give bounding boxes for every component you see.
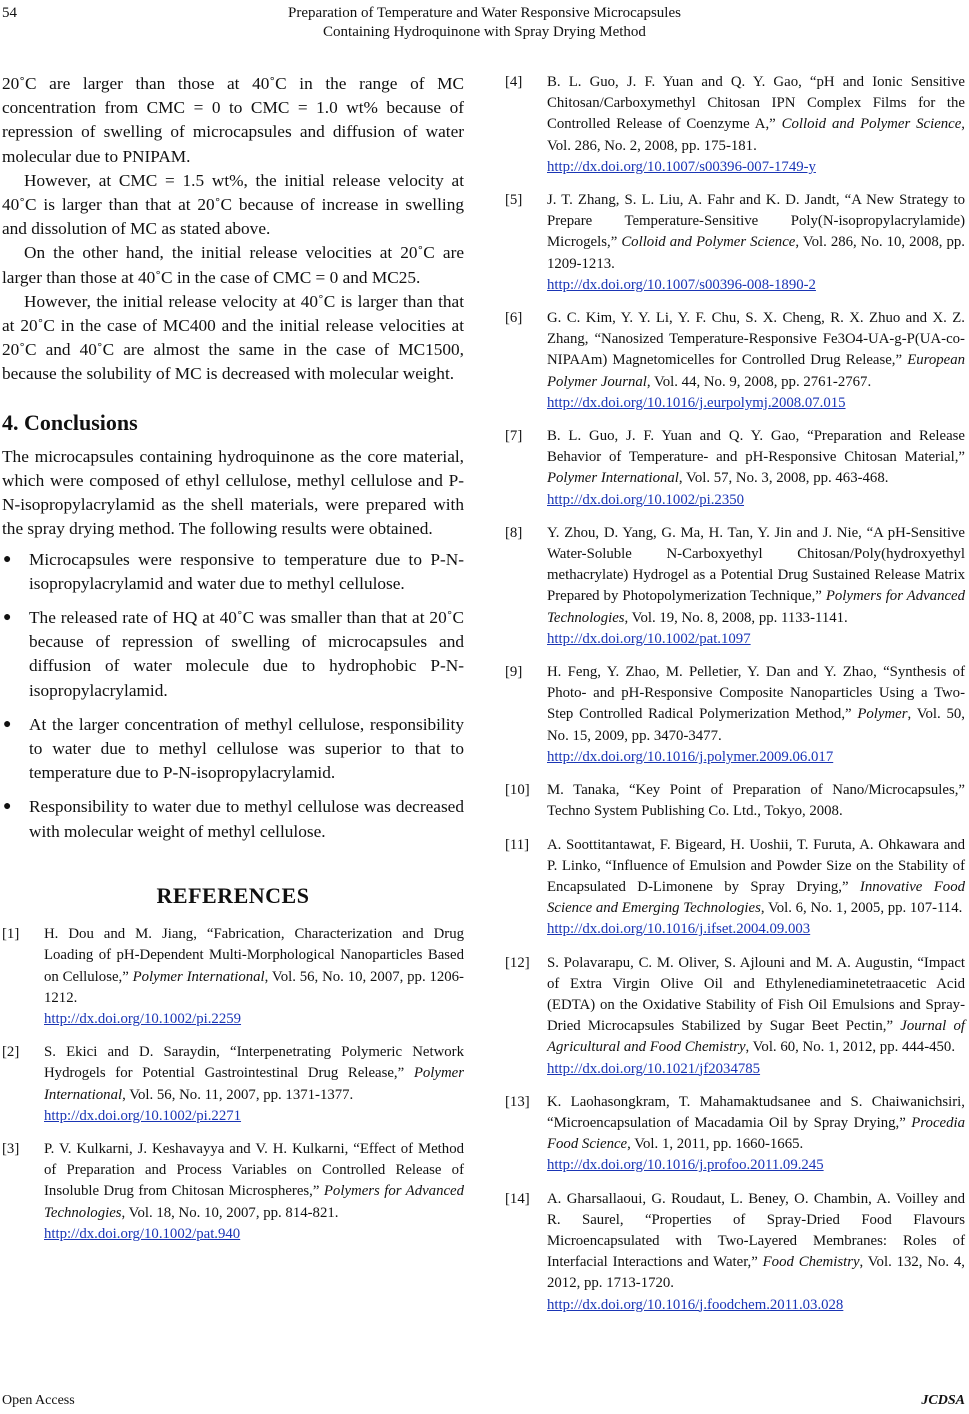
reference-details: , Vol. 18, No. 10, 2007, pp. 814-821. [121, 1204, 339, 1221]
list-item: ● Microcapsules were responsive to temperature due to P-N-isopropylacrylamid and water due to methyl cellulose. [3, 549, 464, 593]
reference-text: Y. Zhou, D. Yang, G. Ma, H. Tan, Y. Jin and J. Nie, “A pH-Sensitive Water-Soluble N-Carboxyethyl Chitosan/Poly(hydroxyethyl methacrylate) Hydrogel as a Potential Drug Sustained Release Matrix Prepared by Photopolymerization Technique,” [547, 524, 965, 605]
reference-link[interactable]: http://dx.doi.org/10.1007/s00396-008-1890-2 [547, 276, 816, 293]
reference-number: [8] [505, 524, 523, 541]
reference-number: [14] [505, 1190, 530, 1207]
bullet-icon: ● [3, 551, 12, 567]
reference-link[interactable]: http://dx.doi.org/10.1002/pi.2350 [547, 491, 745, 508]
reference-number: [12] [505, 954, 530, 971]
references-heading: REFERENCES [156, 882, 310, 908]
bullet-icon: ● [3, 799, 12, 815]
reference-link[interactable]: http://dx.doi.org/10.1002/pat.1097 [547, 630, 751, 647]
reference-item [2, 1042, 464, 1127]
reference-details: , Vol. 1, 2011, pp. 1660-1665. [627, 1136, 804, 1153]
reference-journal: Polymers for Advanced Technologies [44, 1183, 465, 1221]
list-item: ● The released rate of HQ at 40˚C was smaller than that at 20˚C because of repression of swelling of microcapsules and diffusion of water molecule due to hydrophobic P-N-isopropylacrylamid. [3, 608, 464, 700]
reference-details: , Vol. 57, No. 3, 2008, pp. 463-468. [678, 470, 889, 487]
page-header [0, 4, 969, 42]
reference-link[interactable]: http://dx.doi.org/10.1002/pi.2259 [44, 1010, 242, 1027]
reference-item [505, 780, 965, 822]
reference-link[interactable]: http://dx.doi.org/10.1016/j.ifset.2004.09.003 [547, 921, 811, 938]
reference-details: , Vol. 132, No. 4, 2012, pp. 1713-1720. [547, 1254, 966, 1292]
reference-item [2, 1139, 464, 1245]
reference-journal: Polymers for Advanced Technologies [547, 588, 966, 626]
reference-text: B. L. Guo, J. F. Yuan and Q. Y. Gao, “Preparation and Release Behavior of Temperature- and pH-Responsive Chitosan Material,” [547, 428, 965, 466]
conclusions-paragraph: The microcapsules containing hydroquinone as the core material, which were composed of ethyl cellulose, methyl cellulose and P-N-isopropylacrylamid as the shell materials, were prepared with the spray drying method. The following results were obtained. [2, 446, 464, 539]
bullet-icon: ● [3, 716, 12, 732]
reference-details: , Vol. 19, No. 8, 2008, pp. 1133-1141. [624, 609, 848, 626]
reference-link[interactable]: http://dx.doi.org/10.1016/j.foodchem.2011.03.028 [547, 1296, 844, 1313]
reference-journal: Polymer International [547, 470, 679, 487]
reference-item [505, 426, 965, 511]
reference-number: [1] [2, 926, 20, 943]
reference-details: , Vol. 6, No. 1, 2005, pp. 107-114. [760, 900, 963, 917]
reference-number: [7] [505, 428, 523, 445]
reference-link[interactable]: http://dx.doi.org/10.1002/pi.2271 [44, 1107, 242, 1124]
left-column [2, 72, 464, 1257]
conclusions-list [2, 548, 464, 844]
reference-item [2, 924, 464, 1030]
journal-abbrev: JCDSA [921, 1393, 965, 1408]
reference-journal: Polymer International [132, 968, 265, 985]
conclusions-heading: 4. Conclusions [2, 409, 138, 435]
reference-item [505, 308, 965, 414]
reference-link[interactable]: http://dx.doi.org/10.1002/pat.940 [44, 1225, 241, 1242]
reference-number: [2] [2, 1044, 20, 1061]
reference-number: [3] [2, 1140, 20, 1157]
reference-link[interactable]: http://dx.doi.org/10.1016/j.eurpolymj.2008.07.015 [547, 394, 846, 411]
reference-details: , Vol. 56, No. 10, 2007, pp. 1206-1212. [44, 968, 464, 1006]
reference-text: J. T. Zhang, S. L. Liu, A. Fahr and K. D. Jandt, “A New Strategy to Prepare Temperature-Sensitive Poly(N-isopropylacrylamide) Microgels,” [547, 192, 965, 251]
paragraph-2: However, at CMC = 1.5 wt%, the initial release velocity at 40˚C is larger than that at 20˚C because of increase in swelling and dissolution of MC as stated above. [2, 170, 464, 239]
reference-link[interactable]: http://dx.doi.org/10.1016/j.profoo.2011.09.245 [547, 1157, 824, 1174]
references-left [2, 924, 464, 1245]
reference-details: , Vol. 60, No. 1, 2012, pp. 444-450. [745, 1039, 956, 1056]
reference-link[interactable]: http://dx.doi.org/10.1007/s00396-007-1749-y [547, 158, 816, 175]
reference-item [505, 835, 965, 941]
reference-details: , Vol. 286, No. 10, 2008, pp. 1209-1213. [547, 234, 966, 272]
reference-details: , Vol. 50, No. 15, 2009, pp. 3470-3477. [547, 706, 965, 744]
reference-number: [13] [505, 1093, 530, 1110]
reference-item [505, 72, 965, 178]
reference-text: H. Dou and M. Jiang, “Fabrication, Characterization and Drug Loading of pH-Dependent Multi-Morphological Nanoparticles Based on Cellulose,” [44, 926, 464, 985]
paragraph-3: On the other hand, the initial release velocities at 20˚C are larger than those at 40˚C in the case of CMC = 0 and MC25. [2, 243, 464, 287]
list-item: ● At the larger concentration of methyl cellulose, responsibility to water due to methyl cellulose was superior to that to temperature due to P-N-isopropylacrylamid. [3, 714, 464, 783]
page-number: 54 [2, 5, 17, 21]
reference-number: [4] [505, 74, 523, 90]
reference-number: [6] [505, 310, 523, 327]
reference-item [505, 953, 965, 1080]
reference-text: G. C. Kim, Y. Y. Li, Y. F. Chu, S. X. Cheng, R. X. Zhuo and X. Z. Zhang, “Nanosized Temperature-Responsive Fe3O4-UA-g-P(UA-co-NIPAAm) Magnetomicelles for Controlled Drug Release,” [547, 310, 965, 369]
reference-journal: Polymer [857, 706, 908, 723]
running-title-line2: Containing Hydroquinone with Spray Drying Method [323, 24, 646, 40]
reference-link[interactable]: http://dx.doi.org/10.1016/j.polymer.2009.06.017 [547, 748, 834, 765]
reference-item [505, 1092, 965, 1177]
reference-text: S. Ekici and D. Saraydin, “Interpenetrating Polymeric Network Hydrogels for Potential Gastrointestinal Drug Release,” [44, 1044, 464, 1082]
running-title-line1: Preparation of Temperature and Water Responsive Microcapsules [288, 5, 681, 21]
reference-item [505, 662, 965, 768]
reference-details: , Vol. 56, No. 11, 2007, pp. 1371-1377. [122, 1086, 354, 1103]
right-column [505, 72, 965, 1328]
open-access-label: Open Access [2, 1393, 75, 1408]
reference-text: S. Polavarapu, C. M. Oliver, S. Ajlouni and M. A. Augustin, “Impact of Extra Virgin Olive Oil and Ethylenediaminetetraacetic Acid (EDTA) on the Oxidative Stability of Fish Oil Emulsions and Spray-Dried Microcapsules Stabilized by Sugar Beet Pectin,” [547, 954, 965, 1035]
reference-journal: Colloid and Polymer Science [621, 234, 796, 251]
reference-item [505, 190, 965, 296]
reference-number: [11] [505, 836, 530, 853]
reference-journal: Colloid and Polymer Science [781, 116, 962, 133]
reference-link[interactable]: http://dx.doi.org/10.1021/jf2034785 [547, 1060, 761, 1077]
reference-journal: Procedia Food Science [547, 1114, 965, 1153]
paragraph-1: 20˚C are larger than those at 40˚C in the range of MC concentration from CMC = 0 to CMC = 1.0 wt% because of repression of swelling of microcapsules and diffusion of water molecular due to PNIPAM. [2, 74, 464, 166]
reference-number: [5] [505, 192, 523, 209]
reference-text: K. Laohasongkram, T. Mahamaktudsanee and S. Chaiwanichsiri, “Microencapsulation of Macadamia Oil by Spray Drying,” [547, 1093, 965, 1131]
reference-journal: Food Chemistry [762, 1254, 860, 1271]
reference-journal: European Polymer Journal [547, 352, 965, 390]
paragraph-4: However, the initial release velocity at 40˚C is larger than that at 20˚C in the case of MC400 and the initial release velocities at 20˚C and 40˚C are almost the same in the case of MC1500, because the solubility of MC is decreased with molecular weight. [2, 291, 464, 384]
reference-details: , Vol. 286, No. 2, 2008, pp. 175-181. [547, 116, 965, 154]
reference-journal: Journal of Agricultural and Food Chemistry [547, 1018, 965, 1056]
list-item: ● Responsibility to water due to methyl cellulose was decreased with molecular weight of methyl cellulose. [3, 797, 464, 841]
reference-number: [9] [505, 664, 523, 681]
reference-text: H. Feng, Y. Zhao, M. Pelletier, Y. Dan and Y. Zhao, “Synthesis of Photo- and pH-Responsive Composite Nanoparticles Using a Two-Step Controlled Radical Polymerization Method,” [547, 664, 965, 723]
bullet-icon: ● [3, 610, 12, 626]
reference-journal: Polymer International [44, 1065, 464, 1103]
reference-text: B. L. Guo, J. F. Yuan and Q. Y. Gao, “pH and Ionic Sensitive Chitosan/Carboxymethyl Chitosan IPN Complex Films for the Controlled Release of Coenzyme A,” [547, 74, 965, 133]
reference-text: A. Soottitantawat, F. Bigeard, H. Uoshii, T. Furuta, A. Ohkawara and P. Linko, “Influence of Emulsion and Powder Size on the Stability of Encapsulated D-Limonene by Spray Drying,” [547, 836, 965, 895]
reference-text: M. Tanaka, “Key Point of Preparation of Nano/Microcapsules,” Techno System Publishing Co. Ltd., Tokyo, 2008. [547, 782, 965, 820]
reference-item [505, 1189, 965, 1316]
references-right [505, 72, 965, 1316]
reference-item [505, 523, 965, 650]
reference-number: [10] [505, 782, 530, 799]
reference-text: P. V. Kulkarni, J. Keshavayya and V. H. Kulkarni, “Effect of Method of Preparation and Process Variables on Controlled Release of Insoluble Drug from Chitosan Microspheres,” [44, 1140, 464, 1200]
reference-journal: Innovative Food Science and Emerging Technologies [547, 878, 965, 917]
reference-text: A. Gharsallaoui, G. Roudaut, L. Beney, O. Chambin, A. Voilley and R. Saurel, “Properties of Spray-Dried Food Flavours Microencapsulated with Two-Layered Membranes: Roles of Interfacial Interactions and Water,” [547, 1190, 965, 1271]
reference-details: , Vol. 44, No. 9, 2008, pp. 2761-2767. [646, 373, 872, 390]
